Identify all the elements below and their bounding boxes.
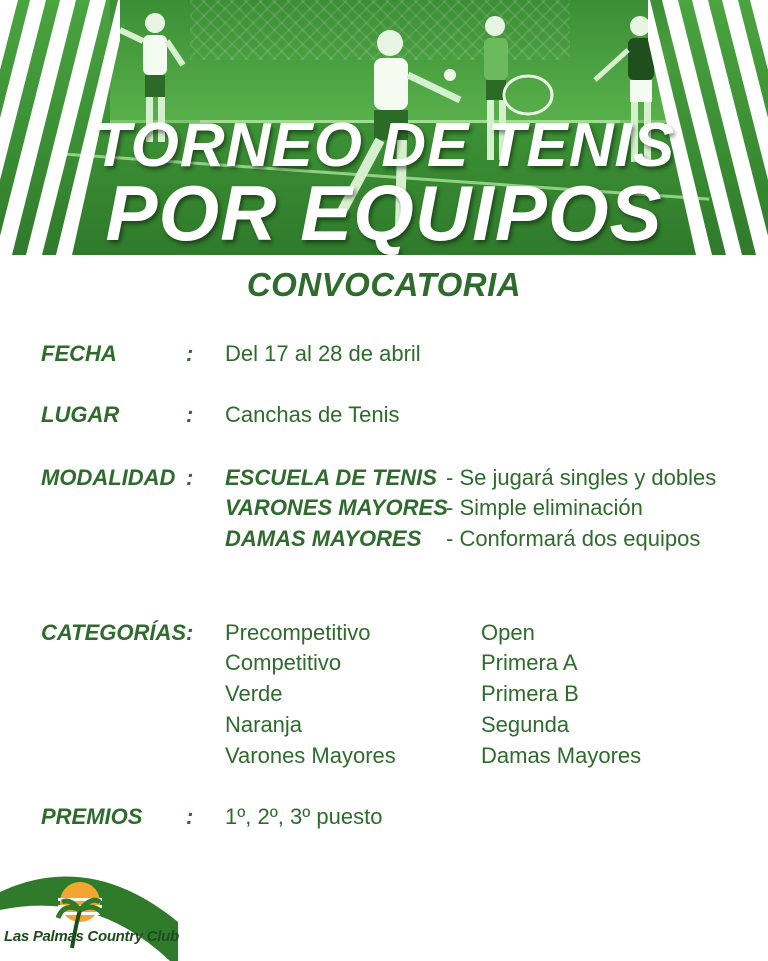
- lugar-label: LUGAR: [41, 402, 120, 427]
- title-line-1: TORNEO DE TENIS: [92, 111, 676, 180]
- fecha-colon: :: [186, 341, 194, 366]
- categoria-item: Damas Mayores: [481, 743, 642, 768]
- modalidad-desc: - Conformará dos equipos: [446, 526, 701, 551]
- title-line-2: POR EQUIPOS: [105, 169, 663, 255]
- categoria-item: Primera A: [481, 650, 578, 675]
- modalidad-name: VARONES MAYORES: [225, 495, 448, 520]
- premios-colon: :: [186, 804, 194, 829]
- categoria-item: Segunda: [481, 712, 570, 737]
- categoria-item: Verde: [225, 681, 283, 706]
- fecha-value: Del 17 al 28 de abril: [225, 341, 421, 366]
- club-logo: [0, 862, 190, 961]
- modalidad-colon: :: [186, 465, 194, 490]
- categorias-label: CATEGORÍAS: [41, 620, 187, 645]
- banner: [0, 0, 768, 255]
- categoria-item: Open: [481, 620, 535, 645]
- modalidad-name: ESCUELA DE TENIS: [225, 465, 437, 490]
- logo-text: Las Palmas Country Club: [4, 928, 179, 945]
- heading-convocatoria: CONVOCATORIA: [246, 266, 522, 303]
- categoria-item: Naranja: [225, 712, 303, 737]
- categoria-item: Varones Mayores: [225, 743, 396, 768]
- lugar-colon: :: [186, 402, 194, 427]
- modalidad-name: DAMAS MAYORES: [225, 526, 422, 551]
- premios-value: 1º, 2º, 3º puesto: [225, 804, 383, 829]
- categoria-item: Competitivo: [225, 650, 342, 675]
- categoria-item: Precompetitivo: [225, 620, 371, 645]
- categoria-item: Primera B: [481, 681, 579, 706]
- modalidad-desc: - Se jugará singles y dobles: [446, 465, 717, 490]
- premios-label: PREMIOS: [41, 804, 143, 829]
- categorias-colon: :: [186, 620, 194, 645]
- lugar-value: Canchas de Tenis: [225, 402, 400, 427]
- modalidad-desc: - Simple eliminación: [446, 495, 643, 520]
- fecha-label: FECHA: [41, 341, 117, 366]
- modalidad-label: MODALIDAD: [41, 465, 176, 490]
